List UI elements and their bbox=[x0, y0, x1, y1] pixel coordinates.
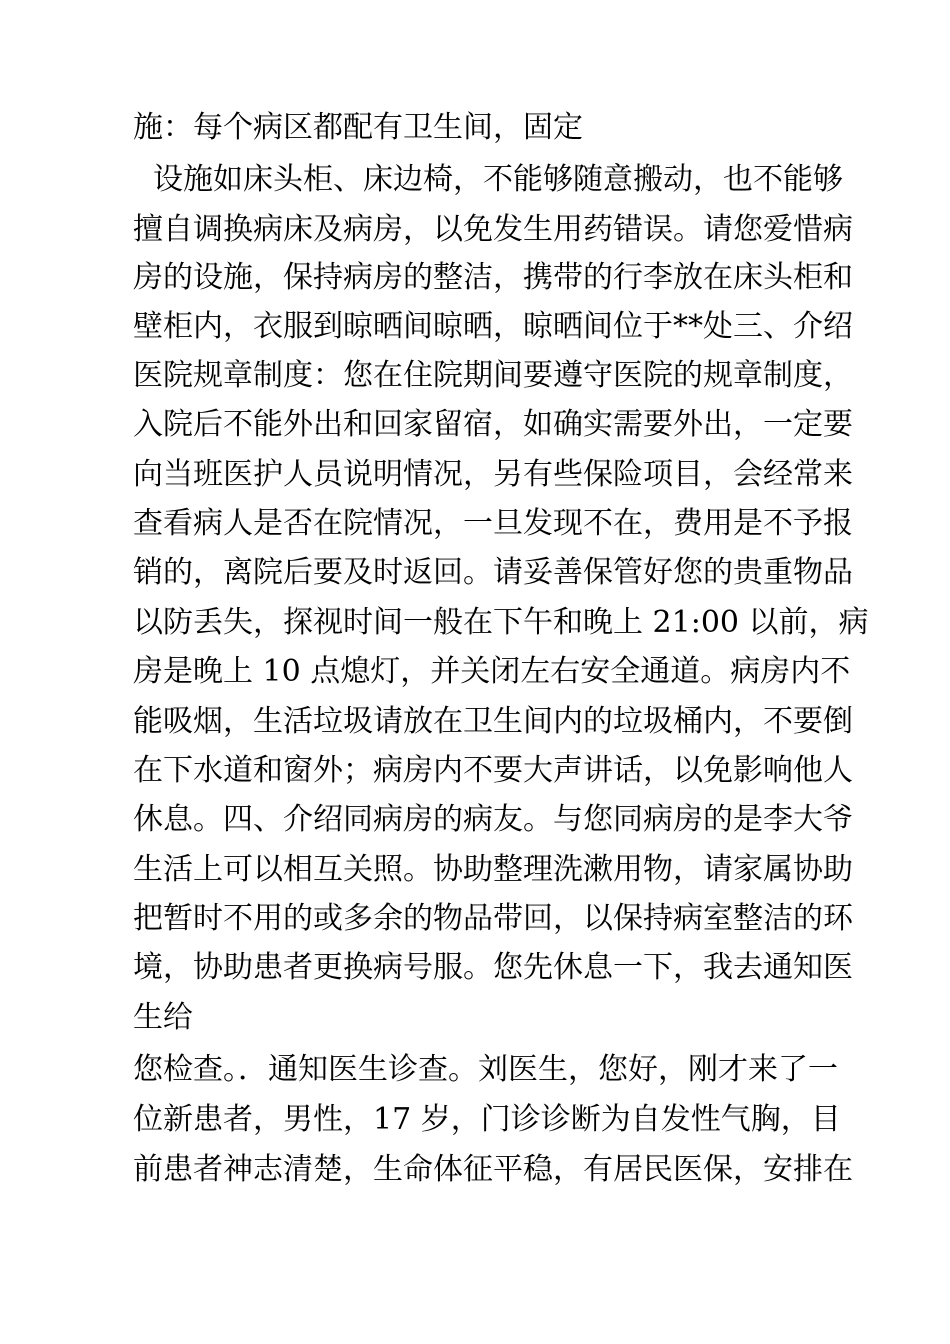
text-line: 向当班医护人员说明情况，另有些保险项目，会经常来 bbox=[133, 457, 853, 492]
text-line: 把暂时不用的或多余的物品带回，以保持病室整洁的环 bbox=[133, 901, 853, 936]
text-line: 房是晚上 10 点熄灯，并关闭左右安全通道。病房内不 bbox=[133, 654, 851, 689]
text-line: 查看病人是否在院情况，一旦发现不在，费用是不予报 bbox=[133, 506, 853, 541]
text-line: 房的设施，保持病房的整洁，携带的行李放在床头柜和 bbox=[133, 260, 853, 295]
text-line: 位新患者，男性，17 岁，门诊诊断为自发性气胸，目 bbox=[133, 1102, 841, 1137]
text-line: 销的，离院后要及时返回。请妥善保管好您的贵重物品 bbox=[133, 555, 853, 590]
text-line: 您检查。．通知医生诊查。刘医生，您好，刚才来了一 bbox=[133, 1052, 838, 1087]
text-line: 医院规章制度：您在住院期间要遵守医院的规章制度， bbox=[133, 358, 853, 393]
text-line: 生给 bbox=[133, 1000, 193, 1035]
text-line: 擅自调换病床及病房，以免发生用药错误。请您爱惜病 bbox=[133, 212, 853, 247]
text-line: 壁柜内，衣服到晾晒间晾晒，晾晒间位于**处三、介绍 bbox=[133, 309, 853, 344]
text-line: 入院后不能外出和回家留宿，如确实需要外出，一定要 bbox=[133, 407, 853, 442]
text-line: 设施如床头柜、床边椅，不能够随意搬动，也不能够 bbox=[153, 162, 843, 197]
text-line: 施：每个病区都配有卫生间，固定 bbox=[133, 110, 583, 145]
text-line: 休息。四、介绍同病房的病友。与您同病房的是李大爷 bbox=[133, 802, 853, 837]
text-line: 前患者神志清楚，生命体征平稳，有居民医保，安排在 bbox=[133, 1152, 853, 1187]
text-line: 生活上可以相互关照。协助整理洗漱用物，请家属协助 bbox=[133, 852, 853, 887]
text-line: 境，协助患者更换病号服。您先休息一下，我去通知医 bbox=[133, 950, 853, 985]
text-line: 在下水道和窗外；病房内不要大声讲话，以免影响他人 bbox=[133, 753, 853, 788]
text-line: 能吸烟，生活垃圾请放在卫生间内的垃圾桶内，不要倒 bbox=[133, 704, 853, 739]
text-line: 以防丢失，探视时间一般在下午和晚上 21:00 以前，病 bbox=[133, 605, 869, 640]
